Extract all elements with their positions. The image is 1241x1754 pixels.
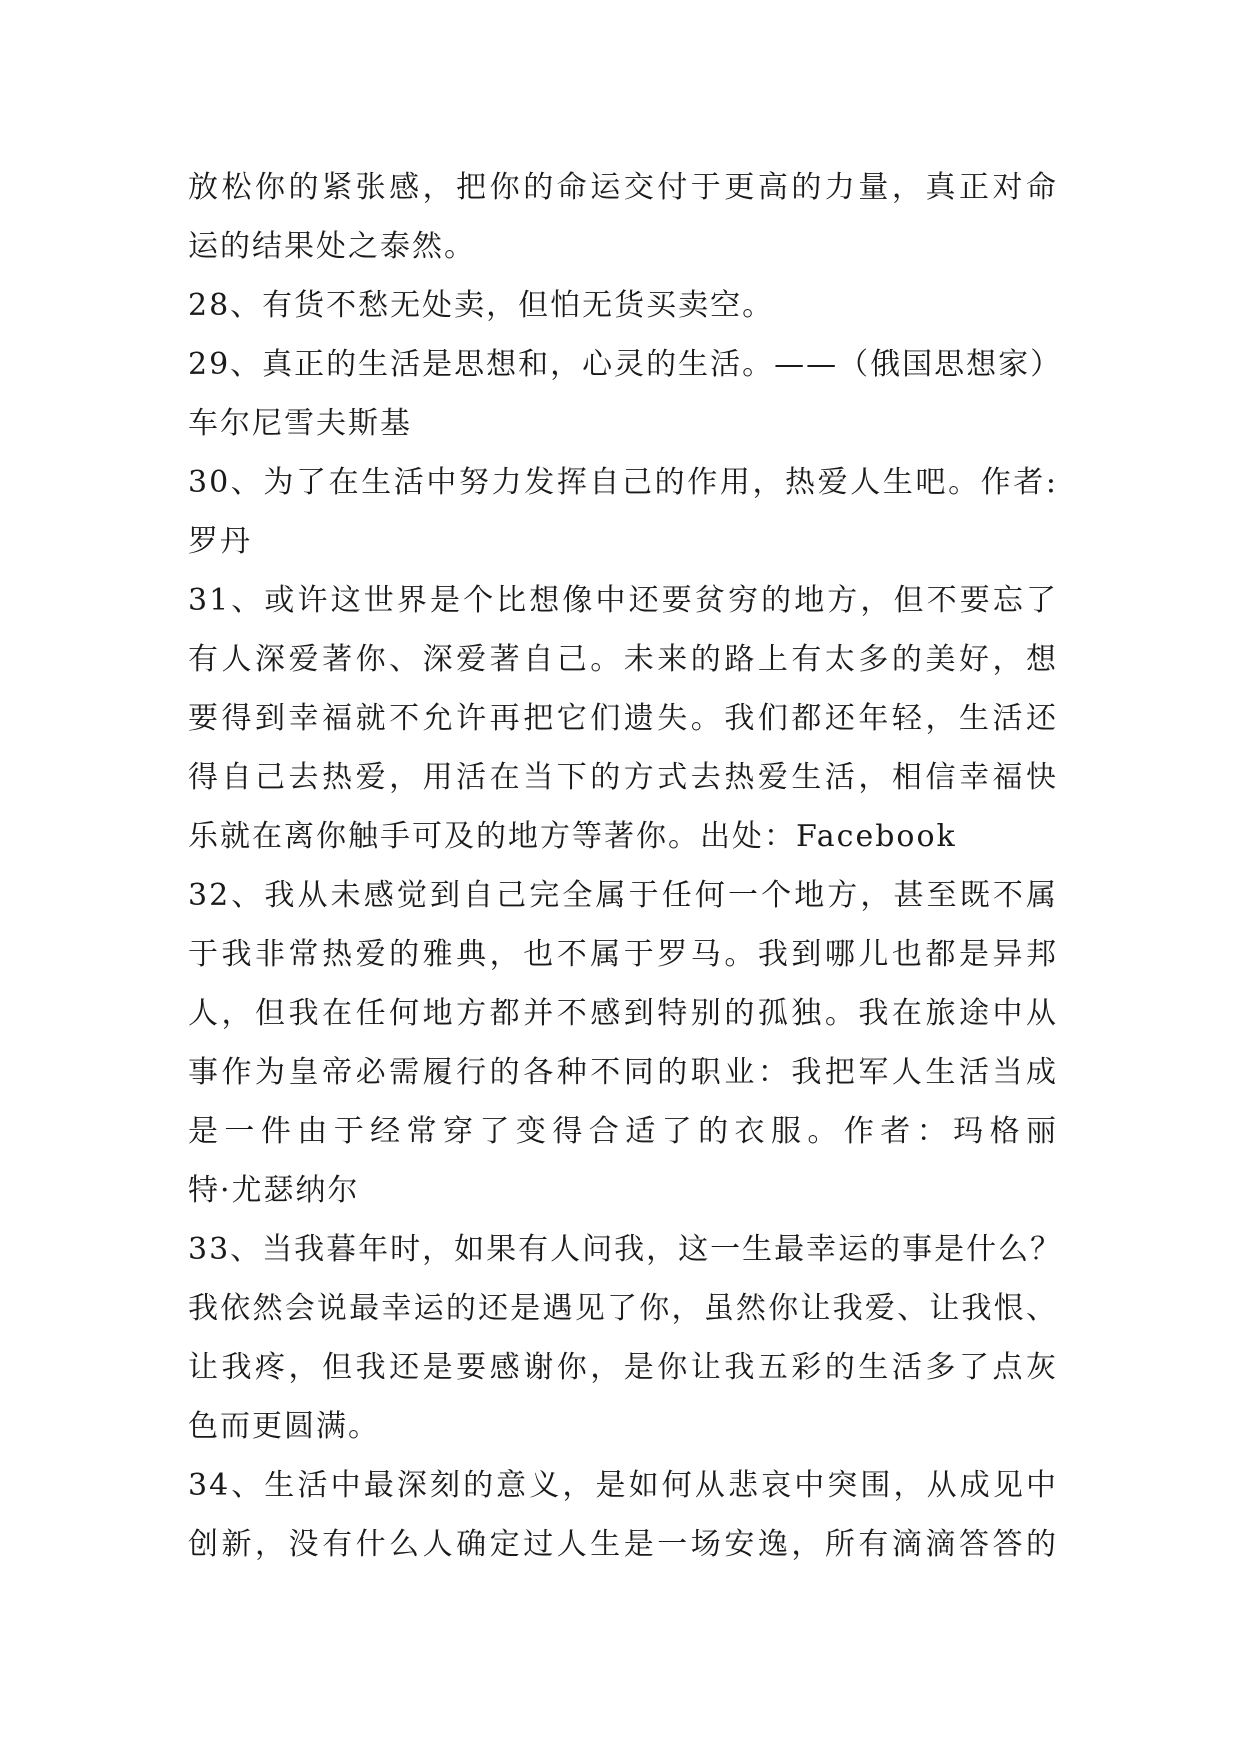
text-line: 要得到幸福就不允许再把它们遗失。我们都还年轻，生活还 <box>188 701 1058 736</box>
text-line: 色而更圆满。 <box>188 1409 380 1444</box>
text-line: 特·尤瑟纳尔 <box>188 1173 360 1208</box>
text-line: 车尔尼雪夫斯基 <box>188 406 412 441</box>
text-line: 29、真正的生活是思想和，心灵的生活。——（俄国思想家） <box>188 347 1063 382</box>
text-line: 创新，没有什么人确定过人生是一场安逸，所有滴滴答答的 <box>188 1527 1058 1562</box>
text-line: 人，但我在任何地方都并不感到特别的孤独。我在旅途中从 <box>188 996 1058 1031</box>
text-line: 31、或许这世界是个比想像中还要贫穷的地方，但不要忘了 <box>188 583 1058 618</box>
text-line: 放松你的紧张感，把你的命运交付于更高的力量，真正对命 <box>188 170 1058 205</box>
text-line: 30、为了在生活中努力发挥自己的作用，热爱人生吧。作者: <box>188 465 1058 500</box>
text-line: 乐就在离你触手可及的地方等著你。出处：Facebook <box>188 819 957 854</box>
text-line: 有人深爱著你、深爱著自己。未来的路上有太多的美好，想 <box>188 642 1058 677</box>
text-line: 34、生活中最深刻的意义，是如何从悲哀中突围，从成见中 <box>188 1468 1058 1503</box>
text-line: 罗丹 <box>188 524 252 559</box>
text-line: 运的结果处之泰然。 <box>188 229 476 264</box>
text-line: 我依然会说最幸运的还是遇见了你，虽然你让我爱、让我恨、 <box>188 1291 1058 1326</box>
text-line: 于我非常热爱的雅典，也不属于罗马。我到哪儿也都是异邦 <box>188 937 1058 972</box>
text-line: 事作为皇帝必需履行的各种不同的职业：我把军人生活当成 <box>188 1055 1058 1090</box>
text-line: 33、当我暮年时，如果有人问我，这一生最幸运的事是什么？ <box>188 1232 1063 1267</box>
text-line: 28、有货不愁无处卖，但怕无货买卖空。 <box>188 288 775 323</box>
text-line: 是一件由于经常穿了变得合适了的衣服。作者：玛格丽 <box>188 1114 1058 1149</box>
text-line: 得自己去热爱，用活在当下的方式去热爱生活，相信幸福快 <box>188 760 1058 795</box>
text-line: 让我疼，但我还是要感谢你，是你让我五彩的生活多了点灰 <box>188 1350 1058 1385</box>
document-body <box>188 158 1063 1574</box>
text-line: 32、我从未感觉到自己完全属于任何一个地方，甚至既不属 <box>188 878 1058 913</box>
